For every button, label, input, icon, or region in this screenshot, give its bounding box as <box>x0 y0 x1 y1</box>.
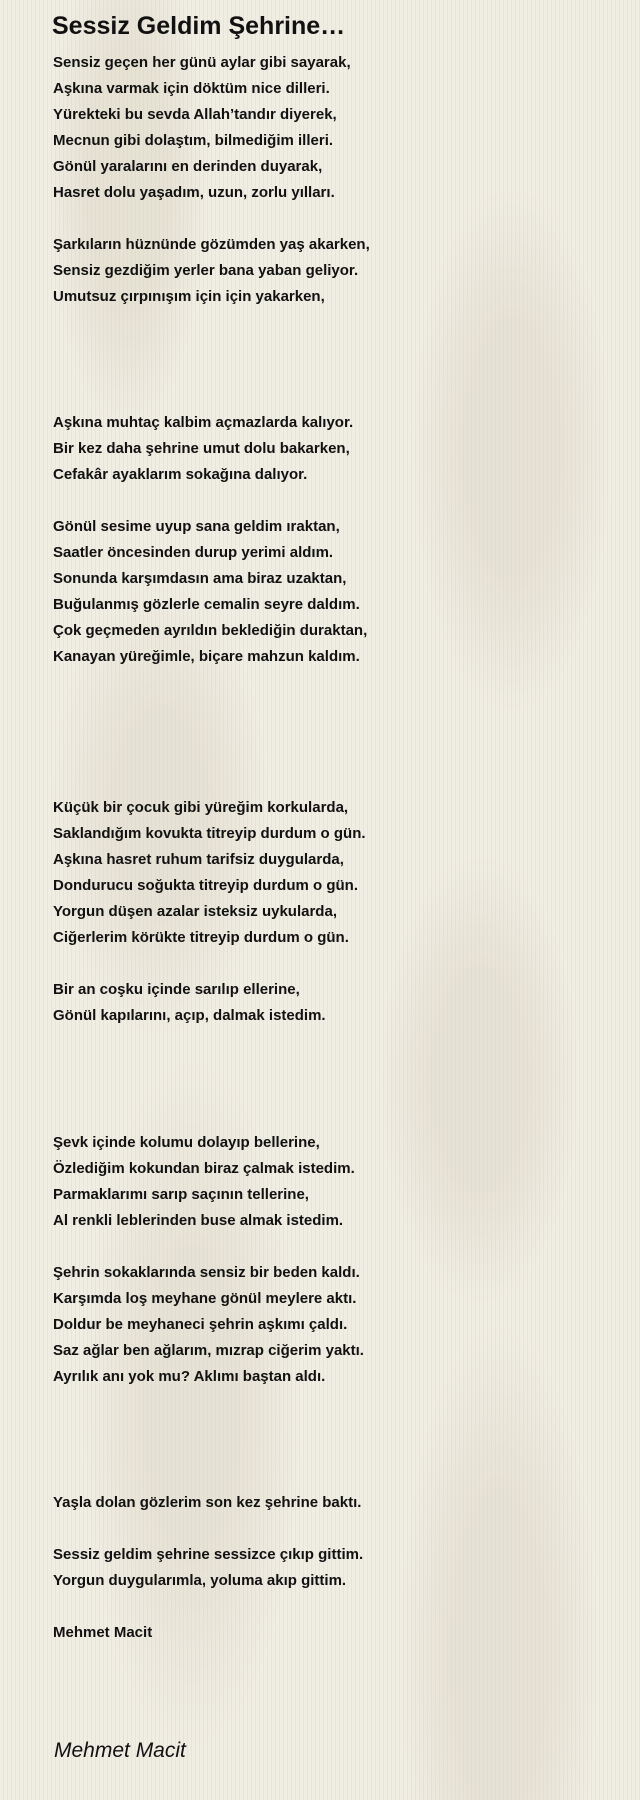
poem-line: Aşkına muhtaç kalbim açmazlarda kalıyor. <box>53 414 354 431</box>
author-signature: Mehmet Macit <box>54 1739 186 1762</box>
poem-line: Saatler öncesinden durup yerimi aldım. <box>53 544 334 561</box>
poem-line: Gönül kapılarını, açıp, dalmak istedim. <box>53 1007 326 1024</box>
poem-line: Buğulanmış gözlerle cemalin seyre daldım. <box>53 596 360 613</box>
poem-line: Gönül yaralarını en derinden duyarak, <box>53 158 323 175</box>
poem-line: Yaşla dolan gözlerim son kez şehrine baktı. <box>53 1494 362 1511</box>
poem-line: Küçük bir çocuk gibi yüreğim korkularda, <box>53 799 349 816</box>
poem-line: Sessiz geldim şehrine sessizce çıkıp gittim. <box>53 1546 364 1563</box>
poem-line: Sensiz geçen her günü aylar gibi sayarak, <box>53 54 351 71</box>
poem-line: Ayrılık anı yok mu? Aklımı baştan aldı. <box>53 1368 326 1385</box>
poem-line: Çok geçmeden ayrıldın beklediğin duraktan, <box>53 622 368 639</box>
poem-title: Sessiz Geldim Şehrine… <box>52 12 346 40</box>
poem-line: Dondurucu soğukta titreyip durdum o gün. <box>53 877 358 894</box>
poem-line: Özlediğim kokundan biraz çalmak istedim. <box>53 1160 355 1177</box>
poem-line: Aşkına varmak için döktüm nice dilleri. <box>53 80 330 97</box>
poem-line: Şarkıların hüznünde gözümden yaş akarken, <box>53 236 370 253</box>
poem-line: Bir an coşku içinde sarılıp ellerine, <box>53 981 300 998</box>
poem-line: Karşımda loş meyhane gönül meylere aktı. <box>53 1290 357 1307</box>
poem-line: Hasret dolu yaşadım, uzun, zorlu yılları. <box>53 184 335 201</box>
poem-line: Saklandığım kovukta titreyip durdum o gün. <box>53 825 366 842</box>
poem-line: Sensiz gezdiğim yerler bana yaban geliyor. <box>53 262 359 279</box>
poem-line: Bir kez daha şehrine umut dolu bakarken, <box>53 440 350 457</box>
poem-line: Kanayan yüreğimle, biçare mahzun kaldım. <box>53 648 360 665</box>
poem-line: Al renkli leblerinden buse almak istedim. <box>53 1212 344 1229</box>
poem-line: Umutsuz çırpınışım için için yakarken, <box>53 288 325 305</box>
poem-line: Cefakâr ayaklarım sokağına dalıyor. <box>53 466 308 483</box>
poem-line: Gönül sesime uyup sana geldim ıraktan, <box>53 518 340 535</box>
poem-line: Parmaklarımı sarıp saçının tellerine, <box>53 1186 309 1203</box>
poem-line: Şevk içinde kolumu dolayıp bellerine, <box>53 1134 320 1151</box>
poem-line: Şehrin sokaklarında sensiz bir beden kaldı. <box>53 1264 360 1281</box>
poem-line: Yorgun duygularımla, yoluma akıp gittim. <box>53 1572 347 1589</box>
poem-line: Yorgun düşen azalar isteksiz uykularda, <box>53 903 337 920</box>
poem-line: Saz ağlar ben ağlarım, mızrap ciğerim yaktı. <box>53 1342 364 1359</box>
poem-line: Yürekteki bu sevda Allah’tandır diyerek, <box>53 106 337 123</box>
poem-line: Ciğerlerim körükte titreyip durdum o gün. <box>53 929 349 946</box>
poem-author: Mehmet Macit <box>53 1624 153 1641</box>
poem-line: Mecnun gibi dolaştım, bilmediğim illeri. <box>53 132 334 149</box>
poem-line: Aşkına hasret ruhum tarifsiz duygularda, <box>53 851 344 868</box>
poem-line: Doldur be meyhaneci şehrin aşkımı çaldı. <box>53 1316 348 1333</box>
poem-line: Sonunda karşımdasın ama biraz uzaktan, <box>53 570 347 587</box>
